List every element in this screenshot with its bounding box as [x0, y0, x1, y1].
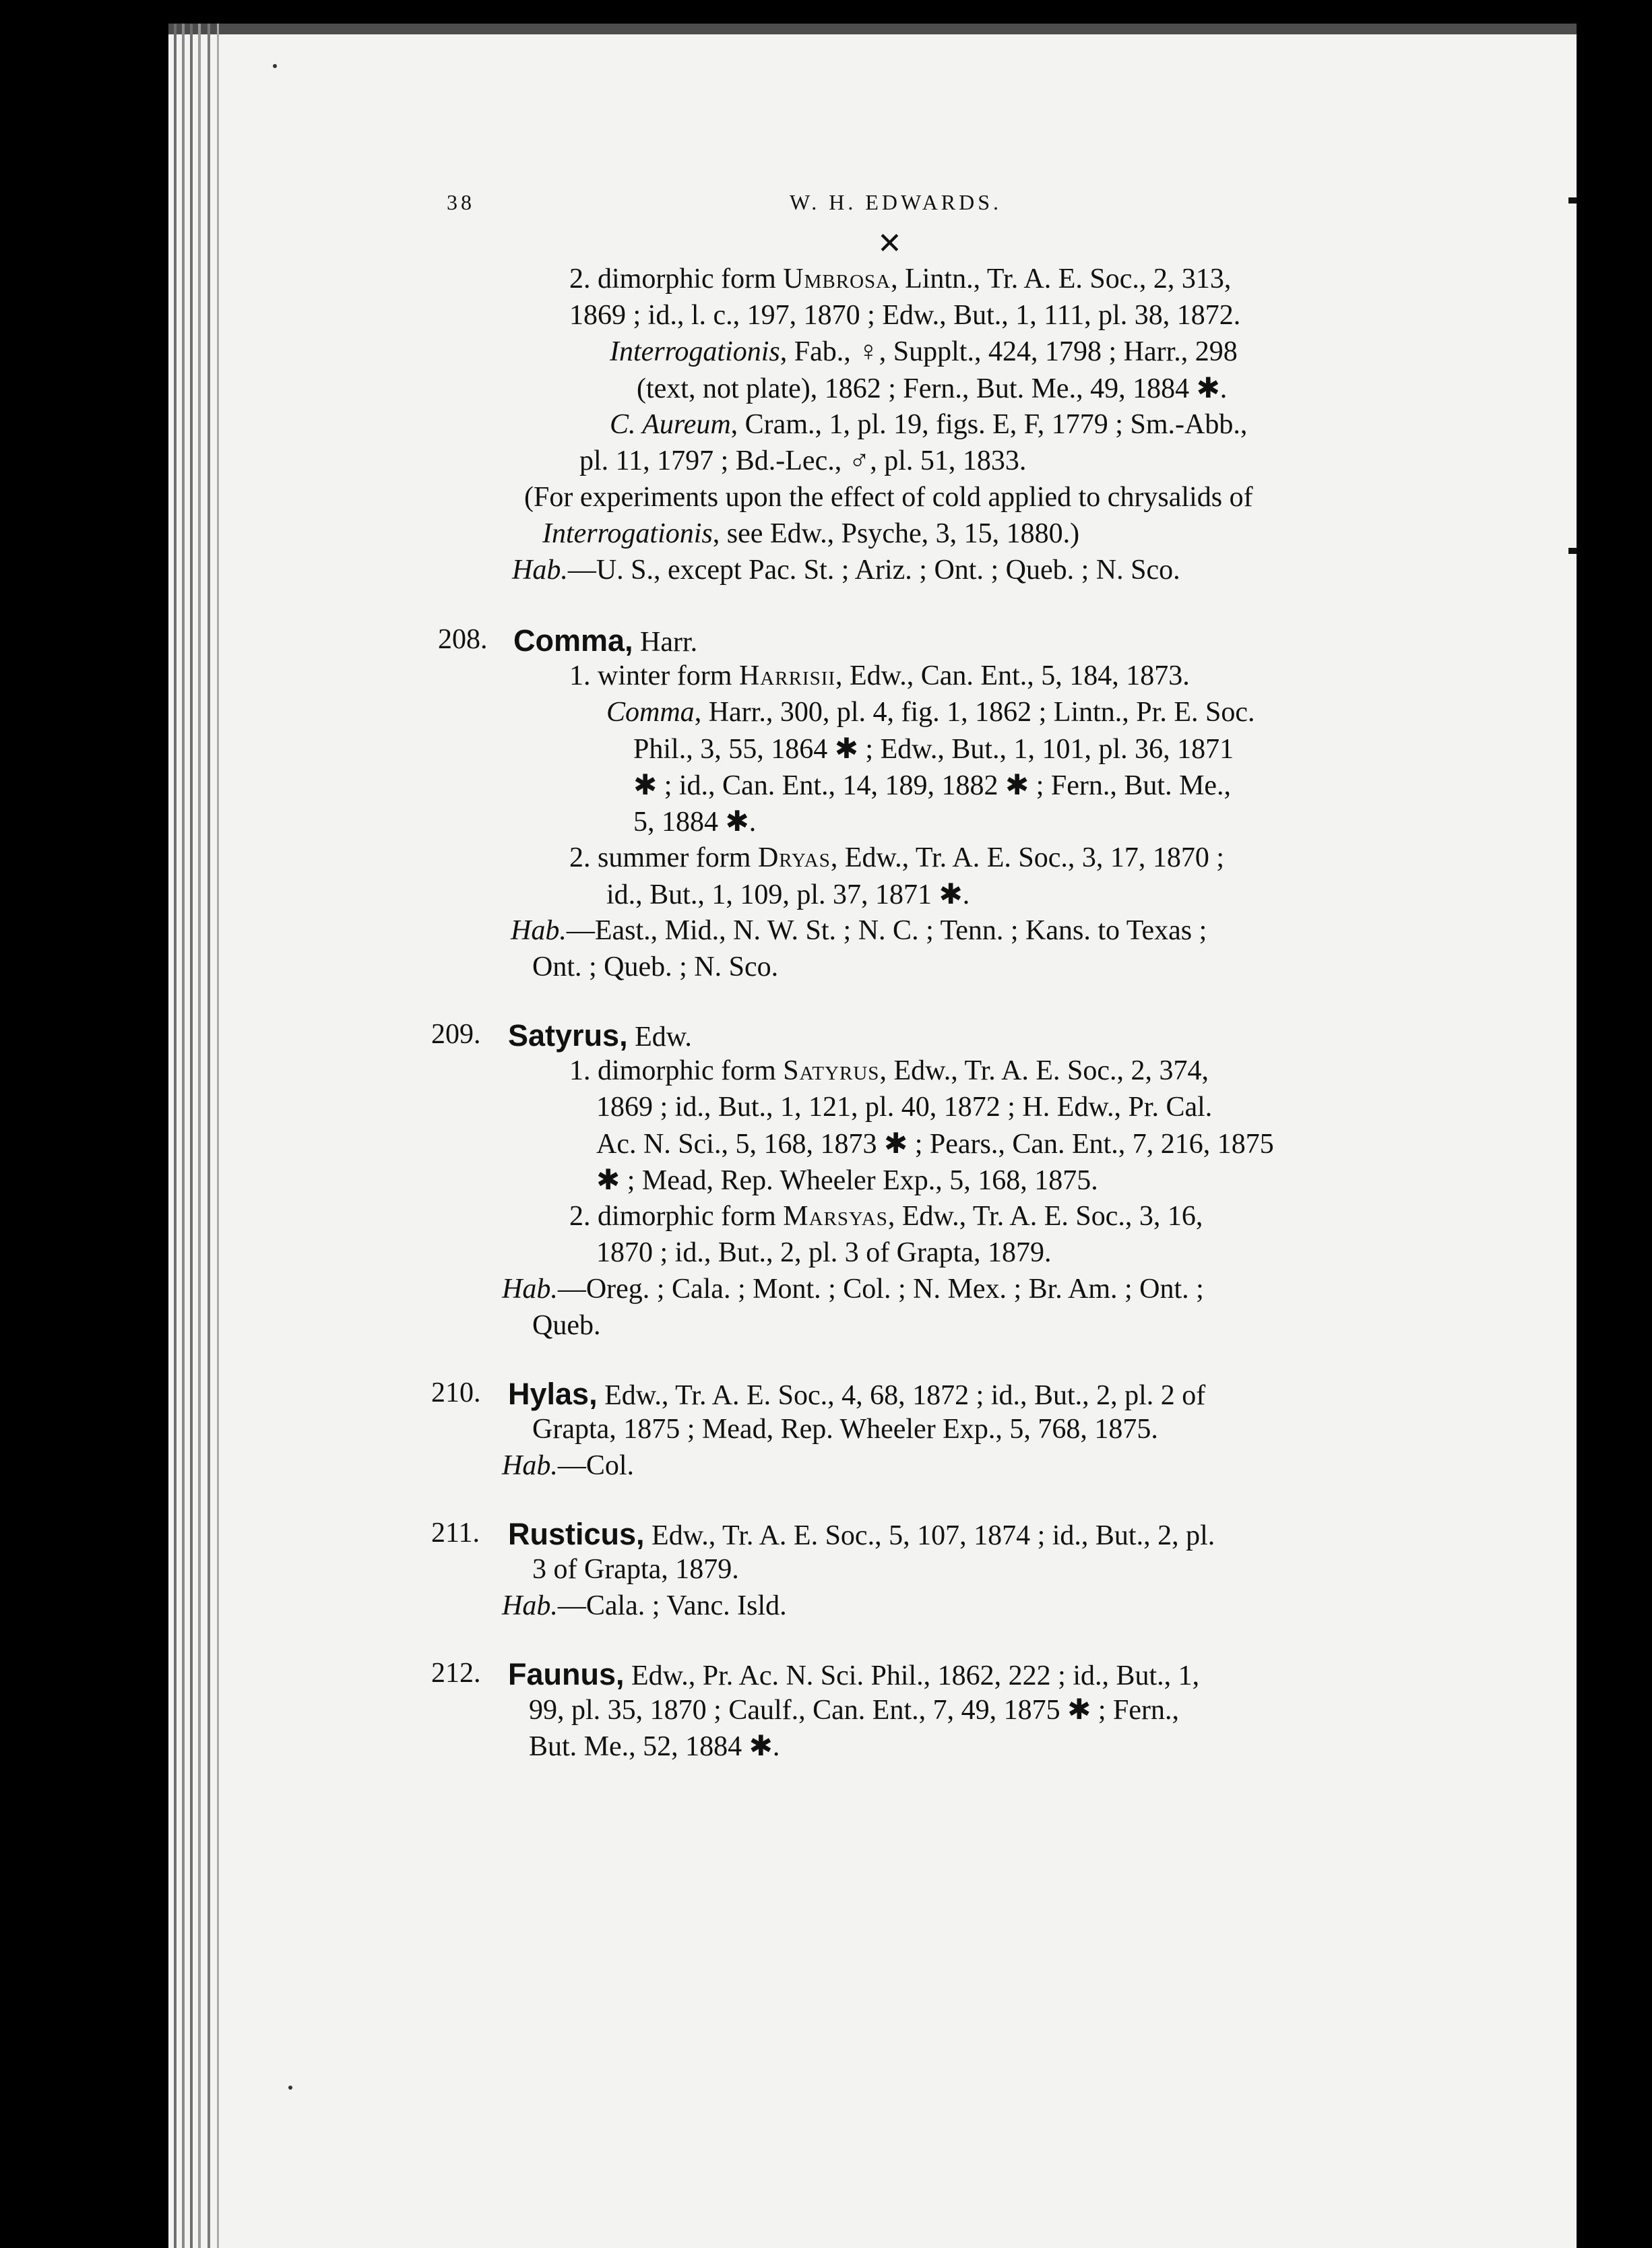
entry-number	[431, 1020, 481, 1049]
text-line	[502, 1592, 787, 1620]
line-text: , Fab., ♀, Supplt., 424, 1798 ; Harr., 298	[780, 336, 1238, 367]
text-line	[502, 1275, 1204, 1303]
species-name: Satyrus,	[508, 1018, 628, 1053]
line-text: 2. dimorphic form	[569, 263, 784, 294]
entry-number	[438, 625, 488, 654]
form-name: Marsyas	[783, 1201, 888, 1232]
line-text: , Lintn., Tr. A. E. Soc., 2, 313,	[891, 263, 1232, 294]
text-line	[633, 768, 1232, 801]
text-line	[606, 877, 970, 910]
book-edge	[217, 24, 219, 2248]
asterisk-icon: ✱	[725, 805, 749, 838]
line-text: ; Fern.,	[1091, 1695, 1179, 1726]
line-text: 2. summer form	[569, 842, 758, 873]
line-text: 1870 ; id., But., 2, pl. 3 of Grapta, 1879.	[596, 1237, 1052, 1268]
rule-tick	[1568, 197, 1577, 204]
line-text: ; Mead, Rep. Wheeler Exp., 5, 168, 1875.	[620, 1165, 1098, 1196]
species-name: Comma,	[513, 623, 633, 658]
text-line	[569, 662, 1190, 690]
line-text: ; Fern., But. Me.,	[1029, 770, 1232, 801]
text-line	[633, 807, 756, 836]
line-text: ; Edw., But., 1, 101, pl. 36, 1871	[858, 734, 1234, 765]
text-line	[596, 1239, 1051, 1267]
asterisk-icon: ✱	[1196, 371, 1220, 404]
line-text: Edw.	[627, 1022, 692, 1053]
line-text: Edw., Tr. A. E. Soc., 4, 68, 1872 ; id., But., 2, pl. 2 of	[597, 1380, 1206, 1411]
line-text: Queb.	[532, 1310, 601, 1341]
form-name: Harrisii	[738, 660, 836, 691]
line-text: Edw., Pr. Ac. N. Sci. Phil., 1862, 222 ; id., But., 1,	[624, 1660, 1200, 1691]
line-text: id., But., 1, 109, pl. 37, 1871	[606, 879, 939, 910]
line-text: Grapta, 1875 ; Mead, Rep. Wheeler Exp., 5, 768, 1875.	[532, 1414, 1158, 1445]
text-line	[610, 410, 1247, 439]
asterisk-icon: ✱	[633, 768, 658, 801]
italic-text: Hab.	[502, 1274, 558, 1305]
line-text: —Cala. ; Vanc. Isld.	[557, 1590, 787, 1621]
species-name: Hylas,	[508, 1377, 598, 1411]
text-line	[532, 1311, 600, 1340]
line-text: Phil., 3, 55, 1864	[633, 734, 835, 765]
italic-text: Comma	[606, 697, 695, 728]
species-name: Rusticus,	[508, 1517, 645, 1551]
text-line	[637, 371, 1228, 404]
text-line	[508, 1659, 1199, 1690]
form-name: Umbrosa	[783, 263, 891, 294]
form-name: Dryas	[757, 842, 831, 873]
line-text: .	[772, 1731, 780, 1762]
book-edge	[182, 24, 185, 2248]
text-line	[511, 916, 1207, 945]
italic-text: Hab.	[512, 555, 568, 586]
italic-text: Hab.	[502, 1450, 558, 1481]
line-text: But. Me., 52, 1884	[529, 1731, 749, 1762]
italic-text: Interrogationis	[610, 336, 780, 367]
species-name: Faunus,	[508, 1657, 625, 1691]
asterisk-icon: ✱	[596, 1163, 621, 1196]
line-text: 1. winter form	[569, 660, 739, 691]
line-text: Ont. ; Queb. ; N. Sco.	[532, 951, 779, 982]
book-edge	[198, 24, 201, 2248]
line-text: 1. dimorphic form	[569, 1055, 784, 1086]
line-text: 1869 ; id., l. c., 197, 1870 ; Edw., But., 1, 111, pl. 38, 1872.	[569, 300, 1241, 331]
text-line	[596, 1093, 1212, 1121]
text-line	[532, 1415, 1158, 1443]
line-text: 210.	[431, 1377, 481, 1408]
text-line	[569, 265, 1231, 293]
line-text: .	[962, 879, 970, 910]
line-text: , Harr., 300, pl. 4, fig. 1, 1862 ; Lintn., Pr. E. Soc.	[694, 697, 1255, 728]
asterisk-icon: ✱	[749, 1729, 773, 1762]
line-text: —U. S., except Pac. St. ; Ariz. ; Ont. ; Queb. ; N. Sco.	[567, 555, 1180, 586]
asterisk-icon: ✱	[939, 877, 963, 910]
text-line	[532, 1555, 739, 1584]
paper-speck	[273, 64, 277, 68]
text-line	[532, 953, 778, 981]
line-text: 5, 1884	[633, 807, 726, 838]
cross-mark-icon: ✕	[877, 226, 902, 261]
line-text: , Edw., Tr. A. E. Soc., 3, 16,	[887, 1201, 1203, 1232]
line-text: , see Edw., Psyche, 3, 15, 1880.)	[712, 518, 1080, 549]
running-head: W. H. EDWARDS.	[790, 190, 1003, 214]
asterisk-icon: ✱	[1005, 768, 1029, 801]
text-line	[610, 338, 1238, 366]
italic-text: Hab.	[511, 915, 567, 946]
asterisk-icon: ✱	[883, 1127, 908, 1160]
entry-number	[431, 1379, 481, 1407]
text-line	[606, 698, 1254, 726]
text-line	[529, 1695, 1179, 1724]
line-text: Ac. N. Sci., 5, 168, 1873	[596, 1129, 884, 1160]
text-line	[542, 520, 1079, 548]
line-text: , Cram., 1, pl. 19, figs. E, F, 1779 ; Sm.-Abb.,	[730, 409, 1248, 440]
line-text: , Edw., Tr. A. E. Soc., 2, 374,	[879, 1055, 1209, 1086]
text-line	[569, 844, 1224, 872]
line-text: 1869 ; id., But., 1, 121, pl. 40, 1872 ; H. Edw., Pr. Cal.	[596, 1092, 1213, 1123]
text-line	[513, 625, 697, 656]
line-text: 208.	[438, 624, 488, 655]
text-line	[508, 1379, 1205, 1410]
line-text: (For experiments upon the effect of cold applied to chrysalids of	[524, 482, 1253, 513]
form-name: Satyrus	[783, 1055, 880, 1086]
line-text: Edw., Tr. A. E. Soc., 5, 107, 1874 ; id., But., 2, pl.	[644, 1520, 1215, 1551]
line-text: .	[1219, 373, 1228, 404]
rule-tick	[1568, 548, 1577, 554]
text-line	[524, 483, 1253, 511]
text-line	[633, 732, 1234, 765]
text-line	[508, 1020, 692, 1051]
text-line	[512, 556, 1180, 584]
line-text: ; Pears., Can. Ent., 7, 216, 1875	[908, 1129, 1274, 1160]
line-text: 99, pl. 35, 1870 ; Caulf., Can. Ent., 7, 49, 1875	[529, 1695, 1068, 1726]
text-line	[596, 1129, 1274, 1158]
text-line	[569, 1057, 1209, 1085]
line-text: 209.	[431, 1019, 481, 1050]
asterisk-icon: ✱	[1067, 1693, 1091, 1726]
line-text: —Oreg. ; Cala. ; Mont. ; Col. ; N. Mex. ; Br. Am. ; Ont. ;	[557, 1274, 1204, 1305]
line-text: (text, not plate), 1862 ; Fern., But. Me., 49, 1884	[637, 373, 1197, 404]
paper-speck	[288, 2086, 292, 2090]
text-line	[596, 1163, 1098, 1196]
text-line	[569, 301, 1240, 330]
text-line	[579, 447, 1026, 475]
book-edge	[190, 24, 193, 2248]
text-line	[569, 1202, 1203, 1230]
line-text: —East., Mid., N. W. St. ; N. C. ; Tenn. ; Kans. to Texas ;	[566, 915, 1207, 946]
line-text: , Edw., Tr. A. E. Soc., 3, 17, 1870 ;	[830, 842, 1225, 873]
line-text: , Edw., Can. Ent., 5, 184, 1873.	[835, 660, 1190, 691]
line-text: .	[749, 807, 757, 838]
page-number: 38	[447, 190, 475, 214]
text-line	[502, 1451, 634, 1480]
text-line	[529, 1729, 780, 1762]
line-text: Harr.	[633, 627, 698, 658]
italic-text: C. Aureum	[610, 409, 731, 440]
asterisk-icon: ✱	[834, 732, 858, 765]
entry-number	[431, 1659, 481, 1687]
text-line	[508, 1519, 1215, 1550]
line-text: 2. dimorphic form	[569, 1201, 784, 1232]
italic-text: Interrogationis	[542, 518, 713, 549]
line-text: 3 of Grapta, 1879.	[532, 1554, 739, 1585]
page-top-shadow	[168, 24, 1577, 34]
line-text: ; id., Can. Ent., 14, 189, 1882	[657, 770, 1006, 801]
book-edge	[174, 24, 177, 2248]
line-text: 212.	[431, 1658, 481, 1689]
line-text: pl. 11, 1797 ; Bd.-Lec., ♂, pl. 51, 1833.	[579, 445, 1027, 476]
line-text: —Col.	[557, 1450, 635, 1481]
italic-text: Hab.	[502, 1590, 558, 1621]
line-text: 211.	[431, 1518, 480, 1549]
book-edge	[208, 24, 210, 2248]
entry-number	[431, 1519, 480, 1547]
